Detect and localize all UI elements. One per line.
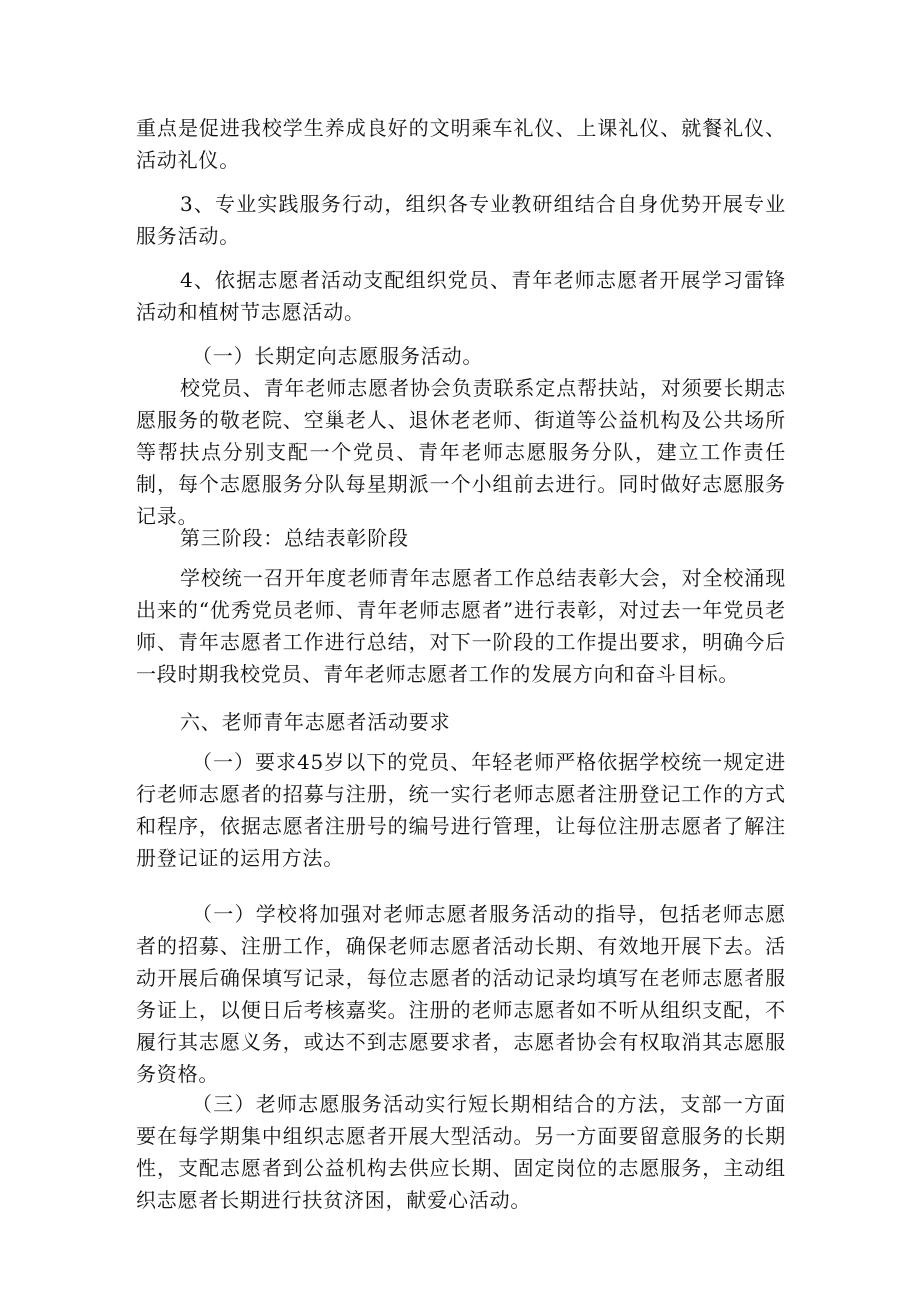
paragraph-commendation-meeting: 学校统一召开年度老师青年志愿者工作总结表彰大会，对全校涌现出来的“优秀党员老师、青年老师志愿者”进行表彰，对过去一年党员老师、青年志愿者工作进行总结，对下一阶段的工作提出要求，明确今后一段时期我校党员、青年老师志愿者工作的发展方向和奋斗目标。 <box>136 566 786 686</box>
heading-section-six: 六、老师青年志愿者活动要求 <box>180 710 451 734</box>
subheading-long-term-service: （一）长期定向志愿服务活动。 <box>192 344 484 368</box>
paragraph-requirement-registration: （一）要求45岁以下的党员、年轻老师严格依据学校统一规定进行老师志愿者的招募与注册，统一实行老师志愿者注册登记工作的方式和程序，依据志愿者注册号的编号进行管理，让每位注册志愿者了解注册登记证的运用方法。 <box>136 750 786 870</box>
paragraph-item-4: 4、依据志愿者活动支配组织党员、青年老师志愿者开展学习雷锋活动和植树节志愿活动。 <box>136 268 786 324</box>
paragraph-etiquette-continued: 重点是促进我校学生养成良好的文明乘车礼仪、上课礼仪、就餐礼仪、活动礼仪。 <box>136 116 786 172</box>
heading-stage-three: 第三阶段：总结表彰阶段 <box>180 526 409 550</box>
paragraph-requirement-method: （三）老师志愿服务活动实行短长期相结合的方法，支部一方面要在每学期集中组织志愿者开展大型活动。另一方面要留意服务的长期性，支配志愿者到公益机构去供应长期、固定岗位的志愿服务，主动组织志愿者长期进行扶贫济困，献爱心活动。 <box>136 1092 786 1212</box>
paragraph-long-term-service: 校党员、青年老师志愿者协会负责联系定点帮扶站，对须要长期志愿服务的敬老院、空巢老人、退休老老师、街道等公益机构及公共场所等帮扶点分别支配一个党员、青年老师志愿服务分队，建立工作责任制，每个志愿服务分队每星期派一个小组前去进行。同时做好志愿服务记录。 <box>136 376 786 528</box>
paragraph-item-3: 3、专业实践服务行动，组织各专业教研组结合自身优势开展专业服务活动。 <box>136 192 786 248</box>
paragraph-requirement-guidance: （一）学校将加强对老师志愿者服务活动的指导，包括老师志愿者的招募、注册工作，确保老师志愿者活动长期、有效地开展下去。活动开展后确保填写记录，每位志愿者的活动记录均填写在老师志愿者服务证上，以便日后考核嘉奖。注册的老师志愿者如不听从组织支配，不履行其志愿义务，或达不到志愿要求者，志愿者协会有权取消其志愿服务资格。 <box>136 902 786 1086</box>
